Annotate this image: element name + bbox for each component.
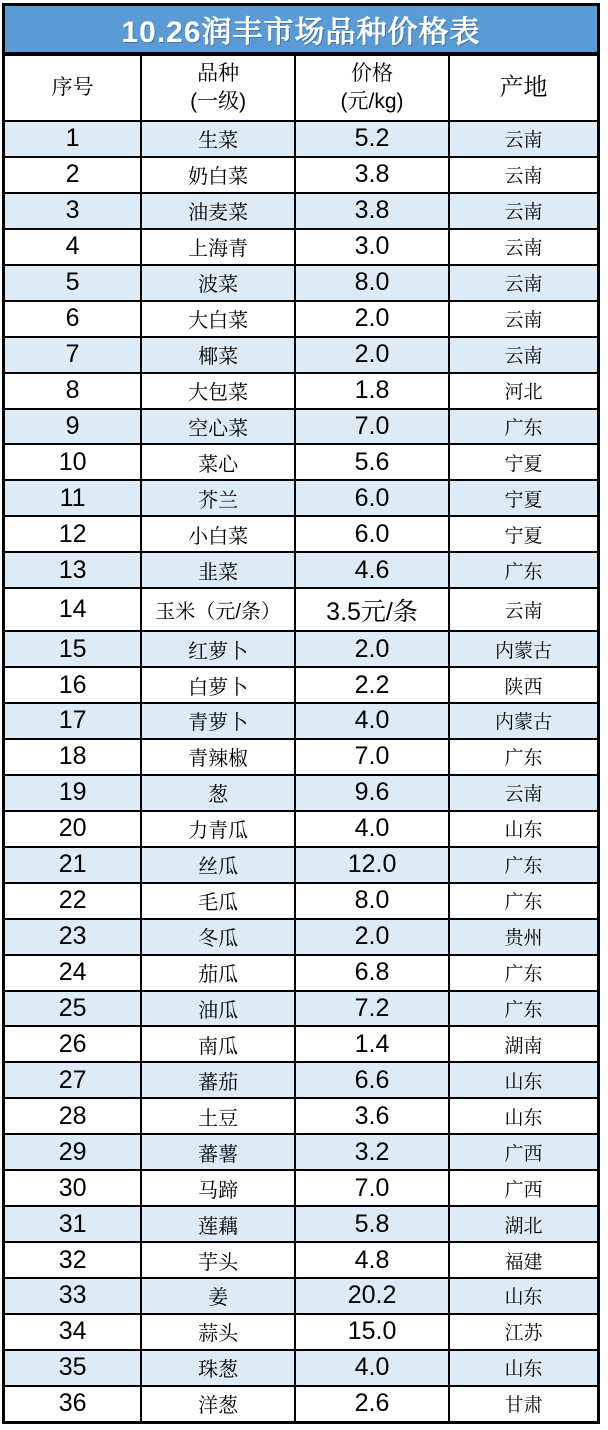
row-number-cell: 2 [5,158,142,192]
variety-cell: 白萝卜 [142,668,296,702]
table-row [5,632,597,668]
origin-cell: 湖南 [504,1035,543,1057]
table-row [5,992,597,1028]
price-cell: 5.6 [296,445,450,479]
origin-cell: 广东 [504,964,543,986]
row-number-cell: 25 [5,992,142,1026]
price-cell: 4.0 [296,1351,450,1385]
table-row [5,410,597,446]
origin-cell: 陕西 [504,676,543,698]
price-cell: 3.6 [296,1099,450,1133]
origin-cell: 山东 [504,1287,543,1309]
row-number-cell: 15 [5,632,142,666]
variety-cell: 洋葱 [142,1387,296,1421]
table-row [5,848,597,884]
variety-cell: 莲藕 [142,1207,296,1241]
header-cell-variety [142,56,296,120]
price-cell: 20.2 [296,1279,450,1313]
row-number-cell: 34 [5,1315,142,1349]
price-cell: 5.2 [296,122,450,156]
price-cell: 5.8 [296,1207,450,1241]
row-number-cell: 6 [5,302,142,336]
row-number-cell: 1 [5,122,142,156]
row-number-cell: 8 [5,374,142,408]
header-no-label: 序号 [51,76,94,99]
price-cell: 7.0 [296,740,450,774]
origin-cell: 江苏 [504,1323,543,1345]
origin-cell: 云南 [504,130,543,152]
price-cell: 12.0 [296,848,450,882]
table-row [5,374,597,410]
variety-cell: 玉米（元/条） [142,589,296,630]
origin-cell: 贵州 [504,928,543,950]
price-cell: 2.0 [296,338,450,372]
origin-cell: 山东 [504,820,543,842]
origin-cell: 广东 [504,892,543,914]
variety-cell: 红萝卜 [142,632,296,666]
row-number-cell: 23 [5,920,142,954]
row-number-cell: 18 [5,740,142,774]
table-title-bar [5,6,597,56]
table-row [5,445,597,481]
variety-cell: 青辣椒 [142,740,296,774]
table-row [5,338,597,374]
table-row [5,1171,597,1207]
table-row [5,589,597,632]
row-number-cell: 3 [5,194,142,228]
price-cell: 6.8 [296,956,450,990]
table-row [5,1243,597,1279]
price-cell: 7.0 [296,1171,450,1205]
variety-cell: 油瓜 [142,992,296,1026]
price-cell: 3.5元/条 [296,589,450,630]
row-number-cell: 19 [5,776,142,810]
price-cell: 4.0 [296,812,450,846]
origin-cell: 山东 [504,1359,543,1381]
table-row [5,194,597,230]
row-number-cell: 12 [5,517,142,551]
price-cell: 2.6 [296,1387,450,1421]
origin-cell: 山东 [504,1071,543,1093]
origin-cell: 内蒙古 [494,640,552,662]
price-cell: 8.0 [296,884,450,918]
row-number-cell: 7 [5,338,142,372]
variety-cell: 珠葱 [142,1351,296,1385]
variety-cell: 芋头 [142,1243,296,1277]
price-cell: 6.6 [296,1063,450,1097]
header-price-line2: (元/kg) [340,90,404,113]
header-variety-line1: 品种 [197,62,240,85]
row-number-cell: 31 [5,1207,142,1241]
row-number-cell: 10 [5,445,142,479]
table-row [5,1279,597,1315]
variety-cell: 马蹄 [142,1171,296,1205]
price-cell: 4.8 [296,1243,450,1277]
price-cell: 4.0 [296,704,450,738]
header-origin-label: 产地 [499,74,548,101]
table-body [5,122,597,1421]
table-row [5,704,597,740]
origin-cell: 宁夏 [504,525,543,547]
variety-cell: 蕃茄 [142,1063,296,1097]
table-row [5,884,597,920]
variety-cell: 葱 [142,776,296,810]
table-row [5,776,597,812]
origin-cell: 广东 [504,417,543,439]
variety-cell: 奶白菜 [142,158,296,192]
variety-cell: 生菜 [142,122,296,156]
row-number-cell: 5 [5,266,142,300]
price-cell: 6.0 [296,481,450,515]
origin-cell: 广东 [504,856,543,878]
price-cell: 2.0 [296,632,450,666]
variety-cell: 南瓜 [142,1027,296,1061]
header-variety-line2: (一级) [190,90,247,113]
table-row [5,517,597,553]
header-cell-origin [450,56,597,120]
table-row [5,956,597,992]
table-row [5,920,597,956]
table-row [5,1063,597,1099]
origin-cell: 福建 [504,1251,543,1273]
origin-cell: 广西 [504,1143,543,1165]
price-cell: 8.0 [296,266,450,300]
variety-cell: 蕃薯 [142,1135,296,1169]
row-number-cell: 20 [5,812,142,846]
table-row [5,481,597,517]
origin-cell: 广东 [504,999,543,1021]
origin-cell: 云南 [504,202,543,224]
row-number-cell: 4 [5,230,142,264]
variety-cell: 毛瓜 [142,884,296,918]
header-cell-price [296,56,450,120]
header-price-line1: 价格 [351,62,394,85]
table-row [5,158,597,194]
origin-cell: 甘肃 [504,1395,543,1417]
variety-cell: 小白菜 [142,517,296,551]
variety-cell: 波菜 [142,266,296,300]
table-row [5,812,597,848]
origin-cell: 云南 [504,238,543,260]
row-number-cell: 16 [5,668,142,702]
variety-cell: 椰菜 [142,338,296,372]
price-cell: 7.0 [296,410,450,444]
price-cell: 3.2 [296,1135,450,1169]
table-row [5,1387,597,1421]
row-number-cell: 27 [5,1063,142,1097]
row-number-cell: 28 [5,1099,142,1133]
origin-cell: 广东 [504,748,543,770]
header-cell-no [5,56,142,120]
price-cell: 9.6 [296,776,450,810]
price-cell: 3.8 [296,194,450,228]
row-number-cell: 26 [5,1027,142,1061]
origin-cell: 宁夏 [504,453,543,475]
table-row [5,1351,597,1387]
row-number-cell: 17 [5,704,142,738]
table-row [5,302,597,338]
origin-cell: 广东 [504,561,543,583]
price-cell: 6.0 [296,517,450,551]
row-number-cell: 21 [5,848,142,882]
variety-cell: 力青瓜 [142,812,296,846]
table-header-row [5,56,597,122]
price-table [2,3,600,1424]
origin-cell: 云南 [504,310,543,332]
variety-cell: 土豆 [142,1099,296,1133]
table-row [5,266,597,302]
origin-cell: 云南 [504,274,543,296]
variety-cell: 冬瓜 [142,920,296,954]
table-row [5,122,597,158]
origin-cell: 广西 [504,1179,543,1201]
variety-cell: 芥兰 [142,481,296,515]
variety-cell: 空心菜 [142,410,296,444]
row-number-cell: 35 [5,1351,142,1385]
row-number-cell: 30 [5,1171,142,1205]
row-number-cell: 24 [5,956,142,990]
row-number-cell: 9 [5,410,142,444]
variety-cell: 大白菜 [142,302,296,336]
variety-cell: 茄瓜 [142,956,296,990]
origin-cell: 云南 [504,601,543,623]
origin-cell: 湖北 [504,1215,543,1237]
row-number-cell: 32 [5,1243,142,1277]
origin-cell: 内蒙古 [494,712,552,734]
table-row [5,1027,597,1063]
row-number-cell: 22 [5,884,142,918]
price-cell: 3.0 [296,230,450,264]
row-number-cell: 14 [5,589,142,630]
price-cell: 2.0 [296,920,450,954]
price-cell: 15.0 [296,1315,450,1349]
variety-cell: 蒜头 [142,1315,296,1349]
variety-cell: 大包菜 [142,374,296,408]
origin-cell: 河北 [504,382,543,404]
table-row [5,740,597,776]
row-number-cell: 13 [5,553,142,587]
table-row [5,1135,597,1171]
table-row [5,230,597,266]
row-number-cell: 36 [5,1387,142,1421]
row-number-cell: 29 [5,1135,142,1169]
origin-cell: 云南 [504,784,543,806]
origin-cell: 宁夏 [504,489,543,511]
price-cell: 2.2 [296,668,450,702]
price-cell: 4.6 [296,553,450,587]
table-row [5,1099,597,1135]
price-cell: 1.4 [296,1027,450,1061]
table-row [5,668,597,704]
row-number-cell: 33 [5,1279,142,1313]
variety-cell: 菜心 [142,445,296,479]
table-row [5,1315,597,1351]
origin-cell: 云南 [504,346,543,368]
price-cell: 3.8 [296,158,450,192]
page-title: 10.26润丰市场品种价格表 [121,16,481,49]
origin-cell: 云南 [504,166,543,188]
table-row [5,553,597,589]
price-cell: 7.2 [296,992,450,1026]
variety-cell: 青萝卜 [142,704,296,738]
variety-cell: 姜 [142,1279,296,1313]
origin-cell: 山东 [504,1107,543,1129]
variety-cell: 丝瓜 [142,848,296,882]
table-row [5,1207,597,1243]
row-number-cell: 11 [5,481,142,515]
price-cell: 2.0 [296,302,450,336]
variety-cell: 上海青 [142,230,296,264]
variety-cell: 韭菜 [142,553,296,587]
variety-cell: 油麦菜 [142,194,296,228]
price-cell: 1.8 [296,374,450,408]
